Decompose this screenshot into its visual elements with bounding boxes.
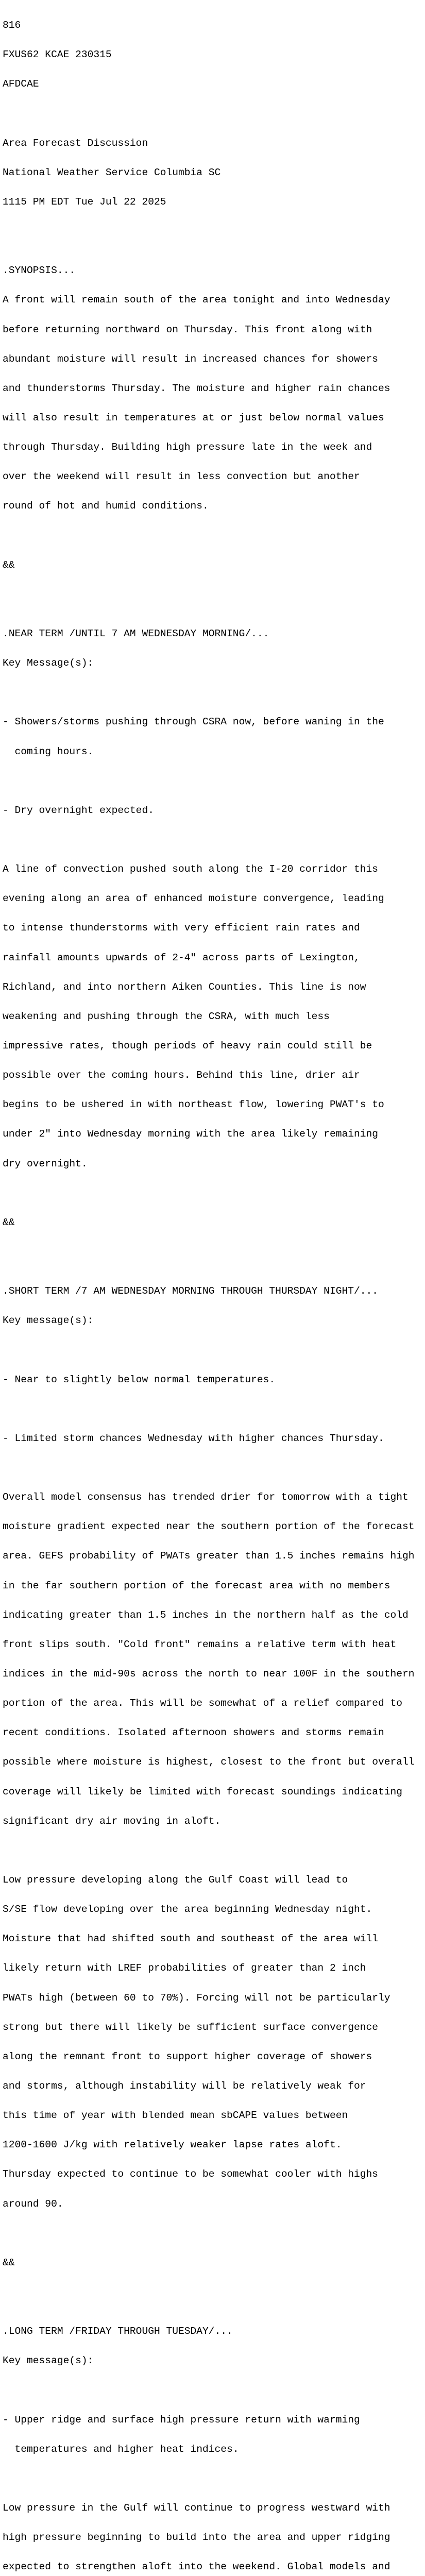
near-term-line: weakening and pushing through the CSRA, with much less: [3, 1010, 330, 1022]
short-term-line: portion of the area. This will be somewhat of a relief compared to: [3, 1698, 403, 1709]
short-term-line: Overall model consensus has trended drier for tomorrow with a tight: [3, 1492, 409, 1503]
blank-line: [3, 531, 425, 541]
short-term-line: significant dry air moving in aloft.: [3, 1815, 221, 1827]
blank-line: [3, 2229, 425, 2239]
blank-line: [3, 227, 425, 236]
blank-line: [3, 109, 425, 119]
near-term-line: evening along an area of enhanced moisture convergence, leading: [3, 893, 384, 905]
short-term-line: recent conditions. Isolated afternoon showers and storms remain: [3, 1727, 384, 1739]
section-end-marker: &&: [3, 2257, 15, 2268]
long-term-heading: .LONG TERM /FRIDAY THROUGH TUESDAY/...: [3, 2326, 233, 2337]
near-term-line: under 2" into Wednesday morning with the area likely remaining: [3, 1128, 379, 1140]
blank-line: [3, 1345, 425, 1355]
section-end-marker: &&: [3, 559, 15, 571]
near-term-line: Richland, and into northern Aiken Counties. This line is now: [3, 981, 366, 993]
blank-line: [3, 1189, 425, 1198]
long-term-line: Low pressure in the Gulf will continue to progress westward with: [3, 2502, 390, 2514]
short-term-heading: .SHORT TERM /7 AM WEDNESDAY MORNING THROUGH THURSDAY NIGHT/...: [3, 1285, 379, 1297]
near-term-line: rainfall amounts upwards of 2-4" across parts of Lexington,: [3, 952, 360, 963]
short-term-line: strong but there will likely be sufficient surface convergence: [3, 2021, 379, 2033]
short-term-line: Moisture that had shifted south and southeast of the area will: [3, 1933, 379, 1945]
synopsis-line: over the weekend will result in less convection but another: [3, 471, 360, 483]
synopsis-heading: .SYNOPSIS...: [3, 265, 76, 277]
awips-id: AFDCAE: [3, 78, 39, 90]
near-term-line: to intense thunderstorms with very efficient rain rates and: [3, 922, 360, 934]
short-term-bullet: - Near to slightly below normal temperatures.: [3, 1374, 276, 1385]
synopsis-line: will also result in temperatures at or just below normal values: [3, 412, 384, 423]
near-term-line: A line of convection pushed south along the I-20 corridor this: [3, 863, 379, 875]
synopsis-line: and thunderstorms Thursday. The moisture and higher rain chances: [3, 382, 390, 394]
short-term-line: PWATs high (between 60 to 70%). Forcing will not be particularly: [3, 1992, 390, 2004]
short-term-line: front slips south. "Cold front" remains a relative term with heat: [3, 1638, 397, 1650]
blank-line: [3, 1463, 425, 1473]
product-number: 816: [3, 20, 21, 31]
short-term-line: indices in the mid-90s across the north to near 100F in the southern: [3, 1668, 415, 1680]
blank-line: [3, 2385, 425, 2395]
short-term-line: possible where moisture is highest, closest to the front but overall: [3, 1756, 415, 1768]
near-term-heading: .NEAR TERM /UNTIL 7 AM WEDNESDAY MORNING/...: [3, 628, 269, 639]
short-term-line: Low pressure developing along the Gulf Coast will lead to: [3, 1874, 348, 1886]
long-term-bullet: - Upper ridge and surface high pressure return with warming: [3, 2414, 360, 2426]
document-title: Area Forecast Discussion: [3, 137, 148, 149]
short-term-line: 1200-1600 J/kg with relatively weaker lapse rates aloft.: [3, 2139, 342, 2151]
near-term-line: possible over the coming hours. Behind this line, drier air: [3, 1070, 360, 1081]
near-term-bullet: - Dry overnight expected.: [3, 804, 154, 816]
section-end-marker: &&: [3, 1216, 15, 1228]
short-term-line: coverage will likely be limited with forecast soundings indicating: [3, 1786, 403, 1798]
synopsis-line: through Thursday. Building high pressure late in the week and: [3, 442, 372, 453]
short-term-line: and storms, although instability will be relatively weak for: [3, 2080, 366, 2092]
near-term-bullet: - Showers/storms pushing through CSRA now, before waning in the: [3, 716, 384, 728]
short-term-line: in the far southern portion of the forecast area with no members: [3, 1580, 390, 1591]
issuing-office: National Weather Service Columbia SC: [3, 166, 221, 178]
long-term-line: expected to strengthen aloft into the weekend. Global models and: [3, 2561, 390, 2573]
blank-line: [3, 1846, 425, 1856]
wmo-header: FXUS62 KCAE 230315: [3, 49, 112, 61]
blank-line: [3, 835, 425, 845]
synopsis-line: before returning northward on Thursday. This front along with: [3, 324, 372, 335]
blank-line: [3, 1247, 425, 1257]
short-term-line: along the remnant front to support higher coverage of showers: [3, 2050, 372, 2062]
synopsis-line: round of hot and humid conditions.: [3, 500, 209, 512]
near-term-bullet: coming hours.: [3, 745, 94, 757]
short-term-line: area. GEFS probability of PWATs greater than 1.5 inches remains high: [3, 1550, 415, 1562]
short-term-key-label: Key message(s):: [3, 1315, 94, 1327]
near-term-key-label: Key Message(s):: [3, 657, 94, 669]
long-term-line: high pressure beginning to build into the area and upper ridging: [3, 2532, 390, 2544]
short-term-line: likely return with LREF probabilities of greater than 2 inch: [3, 1962, 366, 1974]
blank-line: [3, 590, 425, 600]
short-term-line: Thursday expected to continue to be somewhat cooler with highs: [3, 2168, 379, 2180]
blank-line: [3, 776, 425, 786]
short-term-line: this time of year with blended mean sbCAPE values between: [3, 2110, 348, 2122]
blank-line: [3, 2287, 425, 2297]
issue-time: 1115 PM EDT Tue Jul 22 2025: [3, 196, 166, 208]
blank-line: [3, 1404, 425, 1414]
near-term-line: dry overnight.: [3, 1158, 88, 1170]
short-term-bullet: - Limited storm chances Wednesday with higher chances Thursday.: [3, 1432, 384, 1444]
near-term-line: begins to be ushered in with northeast flow, lowering PWAT's to: [3, 1099, 384, 1111]
synopsis-line: abundant moisture will result in increased chances for showers: [3, 353, 379, 365]
long-term-bullet: temperatures and higher heat indices.: [3, 2443, 239, 2455]
blank-line: [3, 2474, 425, 2484]
near-term-line: impressive rates, though periods of heavy rain could still be: [3, 1040, 372, 1052]
short-term-line: S/SE flow developing over the area beginning Wednesday night.: [3, 1904, 372, 1916]
synopsis-line: A front will remain south of the area tonight and into Wednesday: [3, 294, 390, 306]
blank-line: [3, 688, 425, 698]
short-term-line: around 90.: [3, 2198, 63, 2210]
long-term-key-label: Key message(s):: [3, 2355, 94, 2367]
short-term-line: indicating greater than 1.5 inches in the northern half as the cold: [3, 1609, 409, 1621]
short-term-line: moisture gradient expected near the southern portion of the forecast: [3, 1521, 415, 1533]
